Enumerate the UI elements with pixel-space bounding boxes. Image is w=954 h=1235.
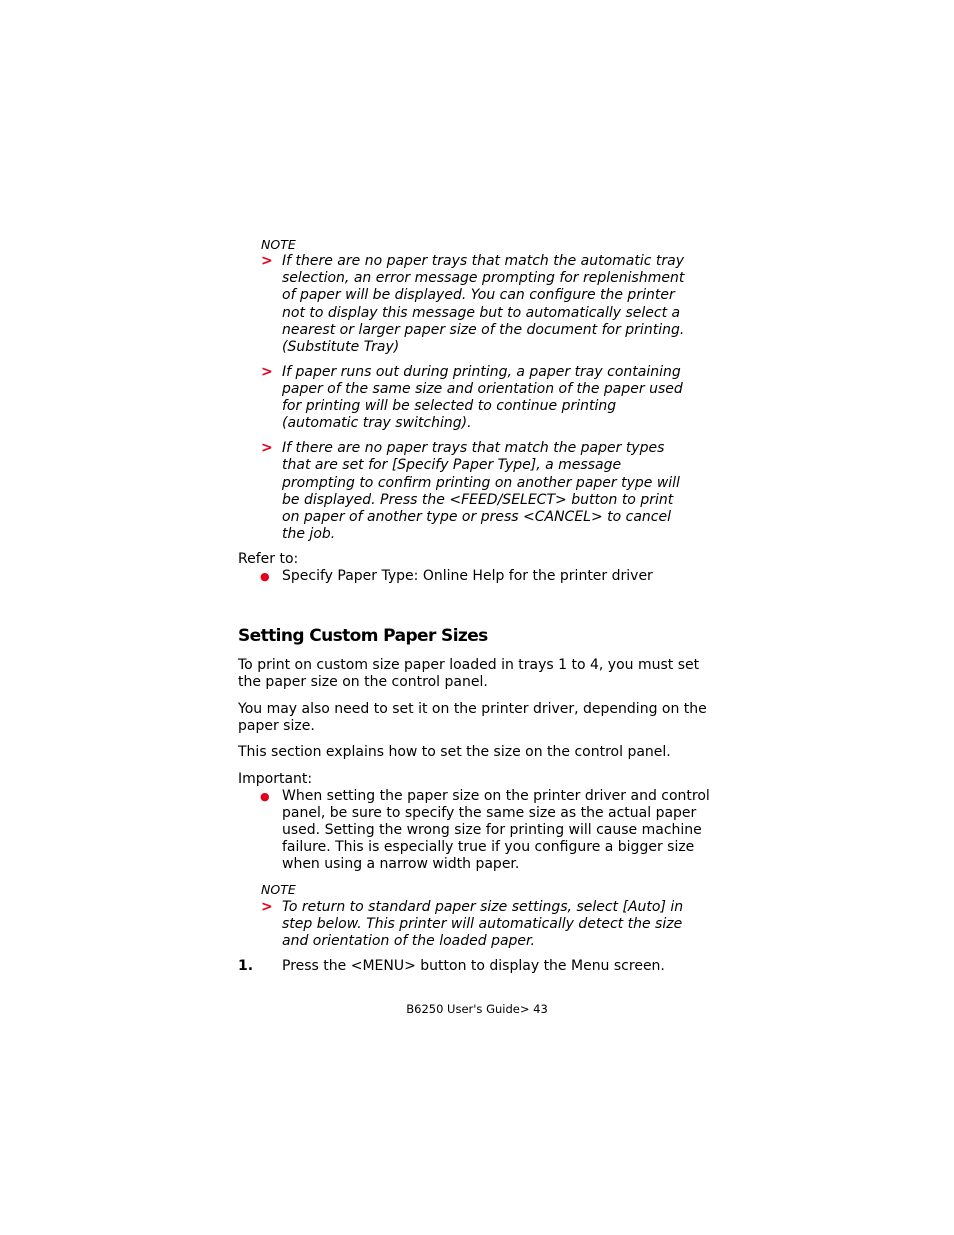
paragraph-2-line-1: You may also need to set it on the printer driver, depending on the — [238, 701, 707, 717]
important-line-5: when using a narrow width paper. — [282, 856, 520, 872]
paragraph-1-line-1: To print on custom size paper loaded in trays 1 to 4, you must set — [238, 657, 700, 673]
note-item-1-line-2: selection, an error message prompting for replenishment — [282, 270, 685, 286]
note-label: NOTE — [261, 882, 296, 897]
note-item-1-line-5: nearest or larger paper size of the document for printing. — [282, 322, 685, 338]
note2-line-3: and orientation of the loaded paper. — [282, 933, 535, 949]
note2-line-1: To return to standard paper size settings, select [Auto] in — [282, 899, 684, 915]
note-label: NOTE — [261, 237, 296, 252]
note2-line-2: step below. This printer will automatically detect the size — [282, 916, 683, 932]
paragraph-1-line-2: the paper size on the control panel. — [238, 674, 488, 690]
note-item-3-line-6: the job. — [282, 526, 336, 542]
step-text: Press the <MENU> button to display the Menu screen. — [282, 958, 665, 974]
note-item-3-line-2: that are set for [Specify Paper Type], a message — [282, 457, 622, 473]
note-item-3-line-5: on paper of another type or press <CANCEL> to cancel — [282, 509, 672, 525]
paragraph-3: This section explains how to set the size on the control panel. — [238, 744, 671, 760]
note-item-3-line-3: prompting to confirm printing on another paper type will — [282, 475, 680, 491]
important-label: Important: — [238, 771, 313, 787]
note-arrow-marker: > — [261, 364, 273, 380]
step-number: 1. — [238, 958, 254, 974]
refer-item: Specify Paper Type: Online Help for the printer driver — [282, 568, 653, 584]
note-item-2-line-3: for printing will be selected to continue printing — [282, 398, 617, 414]
note-item-2-line-4: (automatic tray switching). — [282, 415, 472, 431]
important-line-1: When setting the paper size on the printer driver and control — [282, 788, 710, 804]
refer-label: Refer to: — [238, 551, 299, 567]
note-item-1-line-6: (Substitute Tray) — [282, 339, 400, 355]
note-arrow-marker: > — [261, 899, 273, 915]
note-item-1-line-4: not to display this message but to automatically select a — [282, 305, 681, 321]
note-arrow-marker: > — [261, 253, 273, 269]
note-item-1-line-1: If there are no paper trays that match the automatic tray — [282, 253, 685, 269]
note-item-2-line-1: If paper runs out during printing, a paper tray containing — [282, 364, 681, 380]
bullet-icon: ● — [260, 570, 270, 583]
bullet-icon: ● — [260, 790, 270, 803]
note-item-1-line-3: of paper will be displayed. You can configure the printer — [282, 287, 675, 303]
important-line-3: used. Setting the wrong size for printing will cause machine — [282, 822, 702, 838]
important-line-2: panel, be sure to specify the same size as the actual paper — [282, 805, 697, 821]
note-item-2-line-2: paper of the same size and orientation of the paper used — [282, 381, 683, 397]
note-arrow-marker: > — [261, 440, 273, 456]
section-heading: Setting Custom Paper Sizes — [238, 626, 488, 646]
note-item-3-line-1: If there are no paper trays that match the paper types — [282, 440, 665, 456]
important-line-4: failure. This is especially true if you configure a bigger size — [282, 839, 695, 855]
note-item-3-line-4: be displayed. Press the <FEED/SELECT> button to print — [282, 492, 674, 508]
page-footer: B6250 User's Guide> 43 — [406, 1002, 548, 1016]
paragraph-2-line-2: paper size. — [238, 718, 315, 734]
